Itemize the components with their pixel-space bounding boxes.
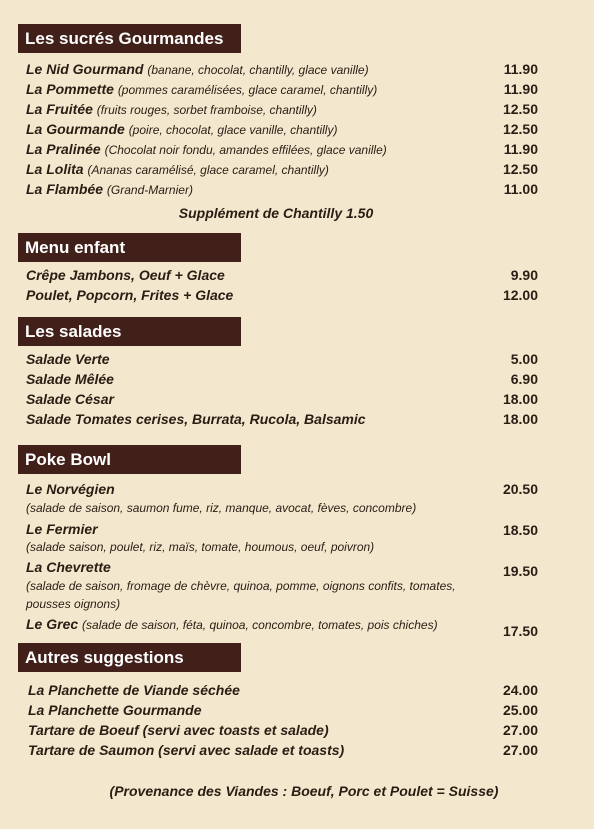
item-name: La Lolita	[26, 161, 84, 177]
menu-item	[28, 740, 538, 760]
item-price: 18.00	[502, 391, 538, 407]
item-price: 11.90	[503, 81, 538, 97]
item-desc: (pommes caramélisées, glace caramel, chantilly)	[117, 83, 378, 97]
item-desc: (Chocolat noir fondu, amandes effilées, glace vanille)	[104, 143, 387, 157]
item-price: 25.00	[502, 702, 538, 718]
item-desc: pousses oignons)	[26, 597, 121, 611]
menu-item	[26, 389, 538, 409]
menu-item	[26, 519, 538, 539]
section-header-sucres: Les sucrés Gourmandes	[18, 24, 241, 53]
item-price: 27.00	[502, 742, 538, 758]
item-name: Salade César	[26, 391, 114, 407]
item-desc: (poire, chocolat, glace vanille, chantilly)	[128, 123, 338, 137]
item-name: Le Nid Gourmand	[26, 61, 144, 77]
item-name: La Pommette	[26, 81, 114, 97]
item-price: 5.00	[510, 351, 538, 367]
item-name: La Planchette de Viande séchée	[28, 682, 240, 698]
item-price: 18.50	[502, 522, 538, 538]
item-desc: (salade de saison, fromage de chèvre, quinoa, pomme, oignons confits, tomates,	[26, 579, 456, 593]
item-name: Le Fermier	[26, 521, 98, 537]
item-name: Poulet, Popcorn, Frites + Glace	[26, 287, 234, 303]
item-price: 24.00	[502, 682, 538, 698]
menu-item	[26, 349, 538, 369]
menu-item	[26, 479, 538, 499]
item-name: La Gourmande	[26, 121, 125, 137]
section-header-poke: Poke Bowl	[18, 445, 241, 474]
supplement-note: Supplément de Chantilly 1.50	[178, 205, 374, 221]
item-name: La Chevrette	[26, 559, 111, 575]
item-name: La Flambée	[26, 181, 104, 197]
menu-item	[26, 139, 538, 159]
item-desc: (salade de saison, saumon fume, riz, manque, avocat, fèves, concombre)	[26, 501, 417, 515]
menu-item	[26, 99, 538, 119]
item-price: 11.90	[503, 141, 538, 157]
menu-item	[28, 700, 538, 720]
item-desc: (Grand-Marnier)	[106, 183, 193, 197]
item-price: 27.00	[502, 722, 538, 738]
item-name: Salade Tomates cerises, Burrata, Rucola, Balsamic	[26, 411, 366, 427]
item-price: 12.50	[502, 161, 538, 177]
footer-note: (Provenance des Viandes : Boeuf, Porc et Poulet = Suisse)	[109, 783, 499, 799]
item-price: 12.50	[502, 121, 538, 137]
item-name: La Planchette Gourmande	[28, 702, 202, 718]
menu-item	[26, 265, 538, 285]
menu-item	[28, 680, 538, 700]
item-name: Le Norvégien	[26, 481, 115, 497]
item-price: 18.00	[502, 411, 538, 427]
item-price: 12.50	[502, 101, 538, 117]
menu-item	[26, 119, 538, 139]
section-header-enfant: Menu enfant	[18, 233, 241, 262]
item-name: La Pralinée	[26, 141, 101, 157]
menu-item	[26, 59, 538, 79]
menu-item	[26, 159, 538, 179]
item-name: Salade Verte	[26, 351, 110, 367]
item-name: Tartare de Boeuf (servi avec toasts et salade)	[28, 722, 329, 738]
menu-item	[26, 369, 538, 389]
menu-item	[28, 720, 538, 740]
menu-item	[26, 179, 538, 199]
item-desc: (fruits rouges, sorbet framboise, chantilly)	[96, 103, 317, 117]
menu-item	[26, 557, 538, 577]
item-price: 19.50	[502, 563, 538, 579]
item-price: 20.50	[502, 481, 538, 497]
item-desc: (banane, chocolat, chantilly, glace vanille)	[147, 63, 369, 77]
menu-item	[26, 409, 538, 429]
item-price: 11.00	[503, 181, 538, 197]
item-name: Salade Mêlée	[26, 371, 114, 387]
item-price: 6.90	[510, 371, 538, 387]
item-name: Crêpe Jambons, Oeuf + Glace	[26, 267, 225, 283]
menu-item	[26, 79, 538, 99]
item-name: Tartare de Saumon (servi avec salade et toasts)	[28, 742, 345, 758]
item-price: 12.00	[502, 287, 538, 303]
menu-item	[26, 285, 538, 305]
item-price: 11.90	[503, 61, 538, 77]
menu-item	[26, 614, 538, 634]
item-price: 17.50	[502, 623, 538, 639]
item-desc: (Ananas caramélisé, glace caramel, chantilly)	[87, 163, 329, 177]
item-desc: (salade de saison, féta, quinoa, concombre, tomates, pois chiches)	[82, 618, 438, 632]
item-name: Le Grec	[26, 616, 79, 632]
item-desc: (salade saison, poulet, riz, maïs, tomate, houmous, oeuf, poivron)	[26, 540, 375, 554]
section-header-salades: Les salades	[18, 317, 241, 346]
item-price: 9.90	[510, 267, 538, 283]
section-header-autres: Autres suggestions	[18, 643, 241, 672]
item-name: La Fruitée	[26, 101, 93, 117]
